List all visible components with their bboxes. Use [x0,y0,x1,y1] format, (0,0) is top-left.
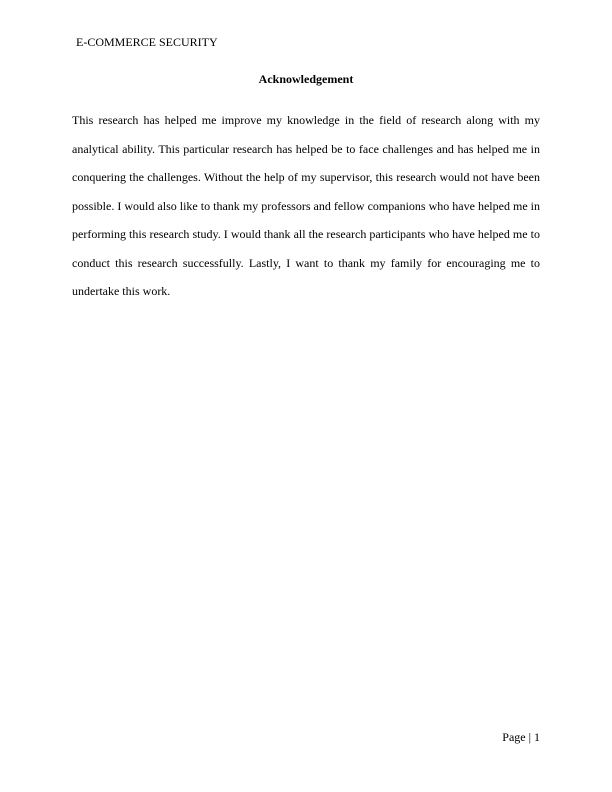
acknowledgement-paragraph: This research has helped me improve my knowledge in the field of research along with my analytical ability. This particular research has helped be to face challenges and has helped me in conquering the challenges. Without the help of my supervisor, this research would not have been possible. I would also like to thank my professors and fellow companions who have helped me in performing this research study. I would thank all the research participants who have helped me to conduct this research successfully. Lastly, I want to thank my family for encouraging me to undertake this work. [72,113,540,298]
page-title: Acknowledgement [258,72,354,86]
running-head: E-COMMERCE SECURITY [76,35,218,49]
page-number: Page | 1 [502,730,540,744]
